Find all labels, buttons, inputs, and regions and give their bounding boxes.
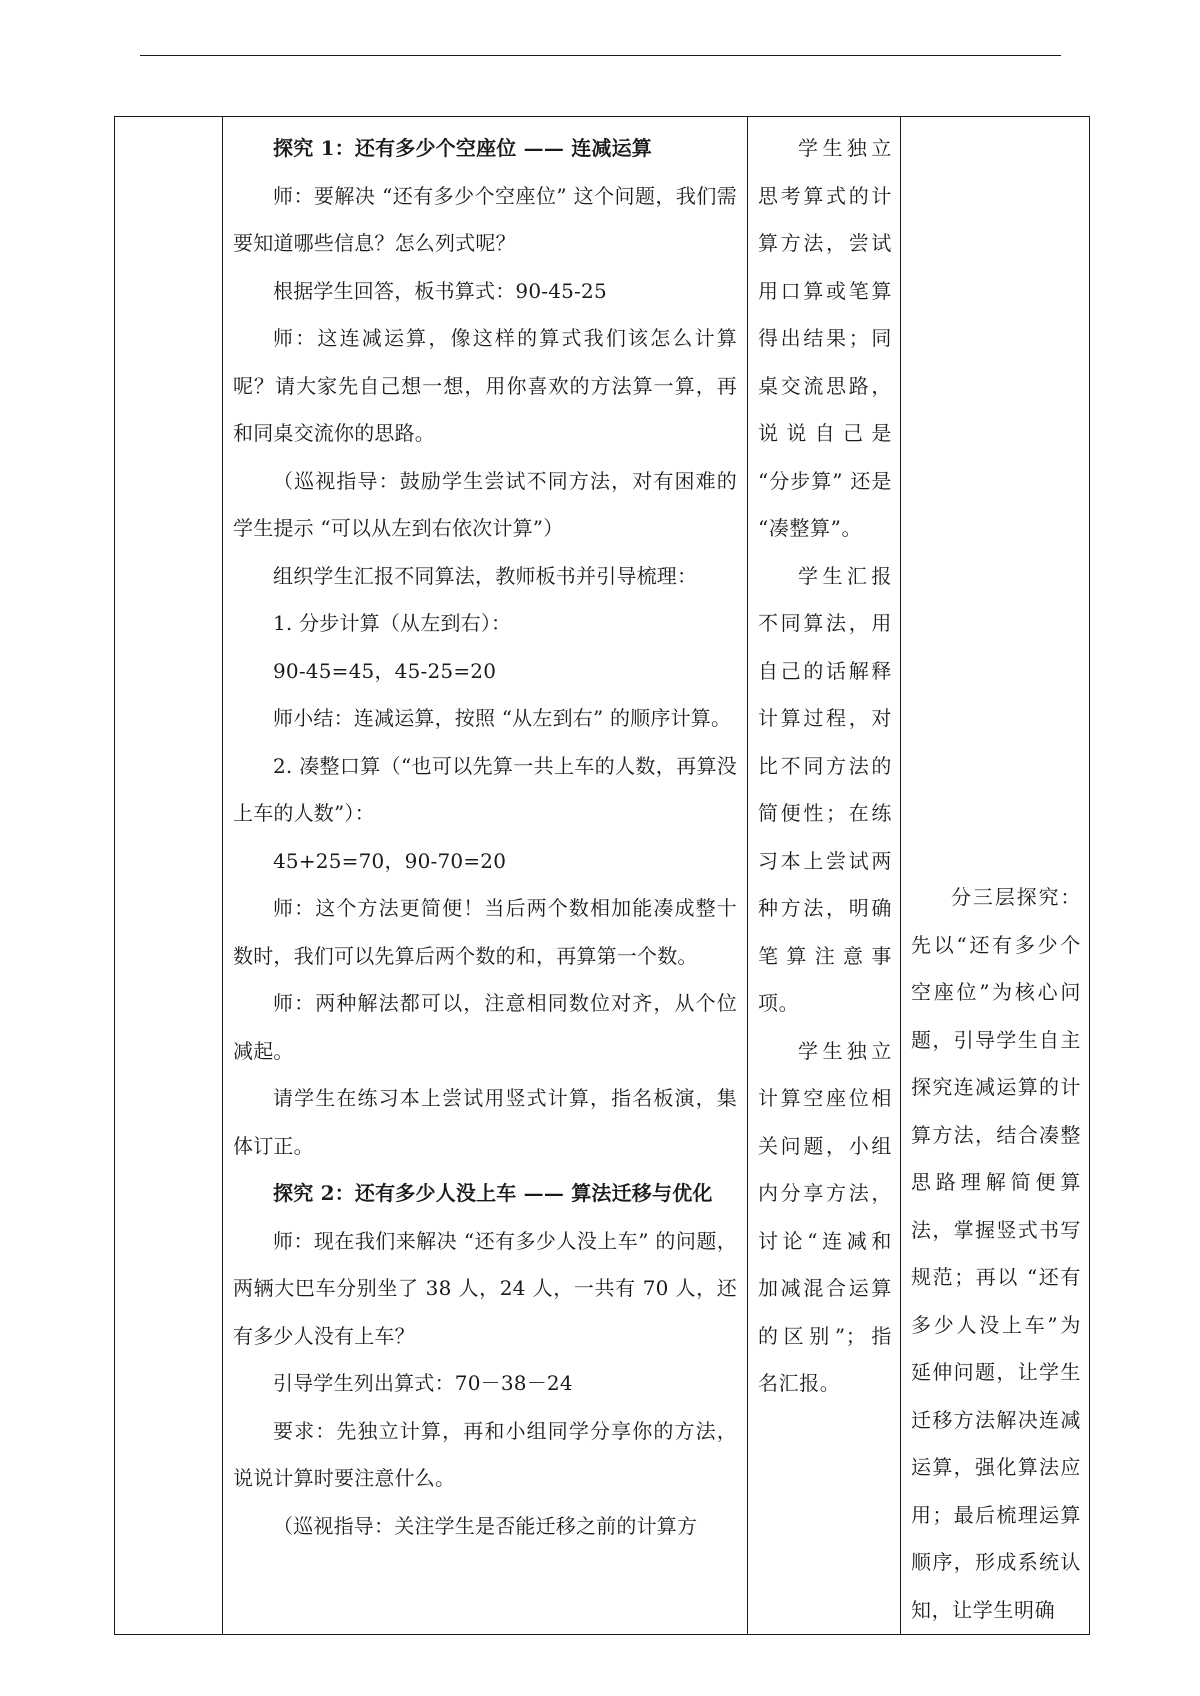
design-intent-cell bbox=[901, 117, 1090, 1635]
table-row bbox=[115, 117, 1090, 1635]
process-paragraph: 师：两种解法都可以，注意相同数位对齐，从个位减起。 bbox=[233, 991, 737, 1063]
stage-column-cell bbox=[115, 117, 223, 1635]
process-paragraph: 师：这个方法更简便！当后两个数相加能凑成整十数时，我们可以先算后两个数的和，再算第一个数。 bbox=[233, 896, 737, 968]
process-paragraph: 要求：先独立计算，再和小组同学分享你的方法，说说计算时要注意什么。 bbox=[233, 1418, 737, 1490]
process-paragraph: 45+25=70，90-70=20 bbox=[273, 848, 507, 873]
process-paragraph: （巡视指导：关注学生是否能迁移之前的计算方 bbox=[273, 1513, 698, 1538]
lesson-plan-table bbox=[114, 116, 1090, 1635]
teaching-process-cell bbox=[223, 117, 748, 1635]
student-activity-paragraph: 学生汇报不同算法，用自己的话解释计算过程，对比不同方法的简便性；在练习本上尝试两种方法，明确笔算注意事项。 bbox=[758, 563, 892, 1015]
process-paragraph: 组织学生汇报不同算法，教师板书并引导梳理： bbox=[273, 563, 698, 588]
student-activity-paragraph: 学生独立思考算式的计算方法，尝试用口算或笔算得出结果；同桌交流思路，说说自己是 “分步算” 还是 “凑整算”。 bbox=[758, 136, 892, 540]
process-paragraph: 师：这连减运算，像这样的算式我们该怎么计算呢？请大家先自己想一想，用你喜欢的方法算一算，再和同桌交流你的思路。 bbox=[233, 326, 737, 445]
process-paragraph: 师：要解决 “还有多少个空座位” 这个问题，我们需要知道哪些信息？怎么列式呢？ bbox=[233, 183, 737, 255]
student-activity-paragraph: 学生独立计算空座位相关问题，小组内分享方法，讨论“连减和加减混合运算的区别”；指名汇报。 bbox=[758, 1038, 892, 1395]
process-paragraph: 引导学生列出算式：70－38－24 bbox=[273, 1371, 573, 1395]
explore-1-heading: 探究 1：还有多少个空座位 —— 连减运算 bbox=[273, 136, 653, 160]
process-paragraph: 根据学生回答，板书算式：90-45-25 bbox=[273, 278, 607, 303]
process-paragraph: 师小结：连减运算，按照 “从左到右” 的顺序计算。 bbox=[273, 706, 732, 730]
process-paragraph: （巡视指导：鼓励学生尝试不同方法，对有困难的学生提示 “可以从左到右依次计算”） bbox=[233, 468, 737, 540]
student-activity-cell bbox=[748, 117, 901, 1635]
header-rule bbox=[140, 55, 1061, 56]
process-paragraph: 2. 凑整口算（“也可以先算一共上车的人数，再算没上车的人数”）： bbox=[233, 753, 737, 825]
process-paragraph: 90-45=45，45-25=20 bbox=[273, 658, 497, 683]
explore-2-heading: 探究 2：还有多少人没上车 —— 算法迁移与优化 bbox=[273, 1181, 713, 1205]
process-paragraph: 师：现在我们来解决 “还有多少人没上车” 的问题，两辆大巴车分别坐了 38 人，24 人，一共有 70 人，还有多少人没有上车？ bbox=[233, 1228, 737, 1348]
process-paragraph: 1. 分步计算（从左到右）： bbox=[273, 611, 512, 635]
process-paragraph: 请学生在练习本上尝试用竖式计算，指名板演，集体订正。 bbox=[233, 1086, 737, 1158]
design-intent-paragraph: 分三层探究：先以“还有多少个空座位”为核心问题，引导学生自主探究连减运算的计算方法，结合凑整思路理解简便算法，掌握竖式书写规范；再以 “还有多少人没上车”为延伸问题，让学生迁移方法解决连减运算，强化算法应用；最后梳理运算顺序，形成系统认知，让学生明确 bbox=[911, 885, 1081, 1622]
